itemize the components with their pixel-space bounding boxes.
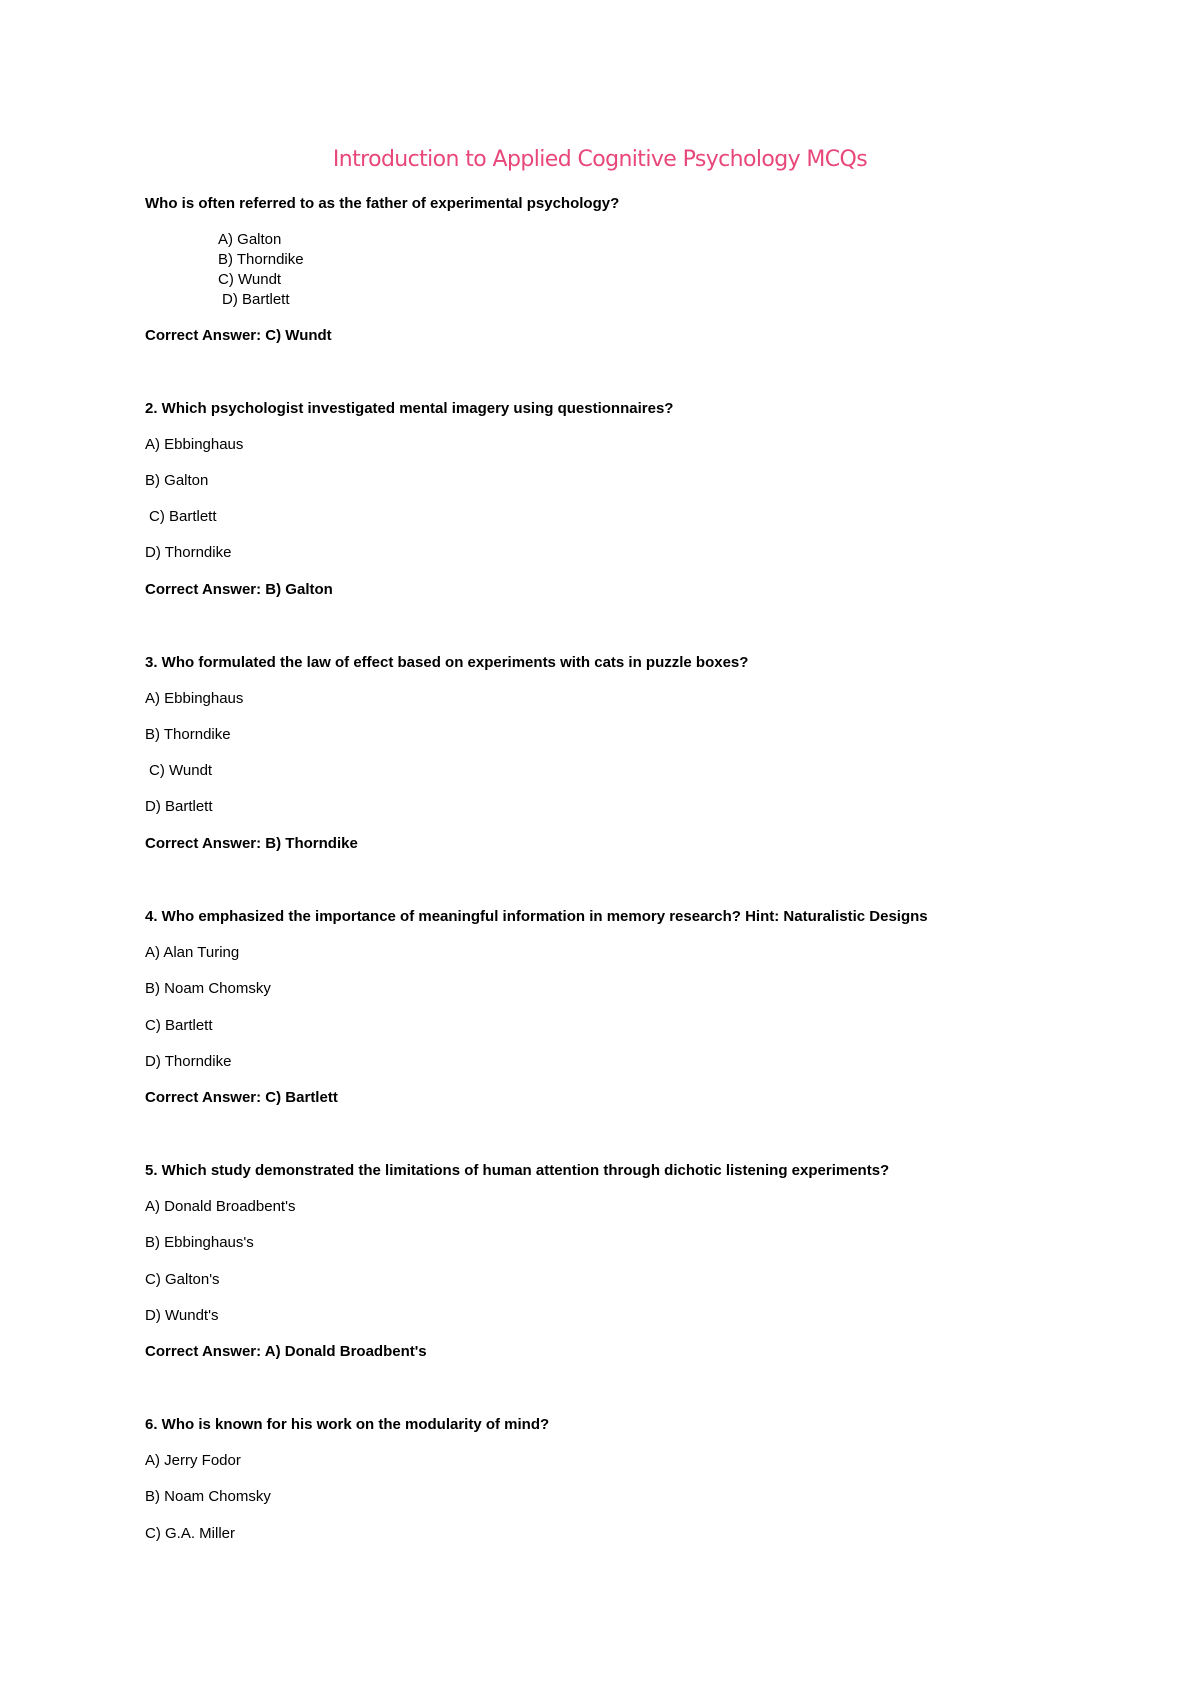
question-6-option-c: C) G.A. Miller xyxy=(145,1525,235,1542)
question-4-text: 4. Who emphasized the importance of meaningful information in memory research? Hint: Naturalistic Designs xyxy=(145,908,928,925)
question-3-answer: Correct Answer: B) Thorndike xyxy=(145,835,358,852)
question-4-option-d: D) Thorndike xyxy=(145,1053,232,1070)
question-1-option-b: B) Thorndike xyxy=(218,251,304,268)
document-title: Introduction to Applied Cognitive Psychology MCQs xyxy=(332,147,868,172)
question-5-option-c: C) Galton's xyxy=(145,1271,220,1288)
question-1-option-c: C) Wundt xyxy=(218,271,282,288)
question-2-text: 2. Which psychologist investigated mental imagery using questionnaires? xyxy=(145,400,674,417)
question-4-answer: Correct Answer: C) Bartlett xyxy=(145,1089,338,1106)
question-3-text: 3. Who formulated the law of effect based on experiments with cats in puzzle boxes? xyxy=(145,654,749,671)
question-4-option-c: C) Bartlett xyxy=(145,1017,213,1034)
question-1-option-a: A) Galton xyxy=(218,231,282,248)
question-3-option-b: B) Thorndike xyxy=(145,726,231,743)
question-4-option-a: A) Alan Turing xyxy=(145,944,240,961)
question-5-option-b: B) Ebbinghaus's xyxy=(145,1234,254,1251)
question-1-answer: Correct Answer: C) Wundt xyxy=(145,327,332,344)
question-5-option-a: A) Donald Broadbent's xyxy=(145,1198,296,1215)
question-6-text: 6. Who is known for his work on the modularity of mind? xyxy=(145,1416,550,1433)
question-5-text: 5. Which study demonstrated the limitations of human attention through dichotic listening experiments? xyxy=(145,1162,890,1179)
question-1-text: Who is often referred to as the father of experimental psychology? xyxy=(145,195,620,212)
question-5-answer: Correct Answer: A) Donald Broadbent's xyxy=(145,1343,427,1360)
question-2-option-c: C) Bartlett xyxy=(149,508,217,525)
question-6-option-b: B) Noam Chomsky xyxy=(145,1488,271,1505)
question-3-option-d: D) Bartlett xyxy=(145,798,213,815)
question-2-option-b: B) Galton xyxy=(145,472,209,489)
question-6-option-a: A) Jerry Fodor xyxy=(145,1452,241,1469)
question-4-option-b: B) Noam Chomsky xyxy=(145,980,271,997)
question-2-option-a: A) Ebbinghaus xyxy=(145,436,244,453)
question-5-option-d: D) Wundt's xyxy=(145,1307,219,1324)
question-3-option-c: C) Wundt xyxy=(149,762,213,779)
question-2-option-d: D) Thorndike xyxy=(145,544,232,561)
question-2-answer: Correct Answer: B) Galton xyxy=(145,581,333,598)
question-1-option-d: D) Bartlett xyxy=(222,291,290,308)
question-3-option-a: A) Ebbinghaus xyxy=(145,690,244,707)
